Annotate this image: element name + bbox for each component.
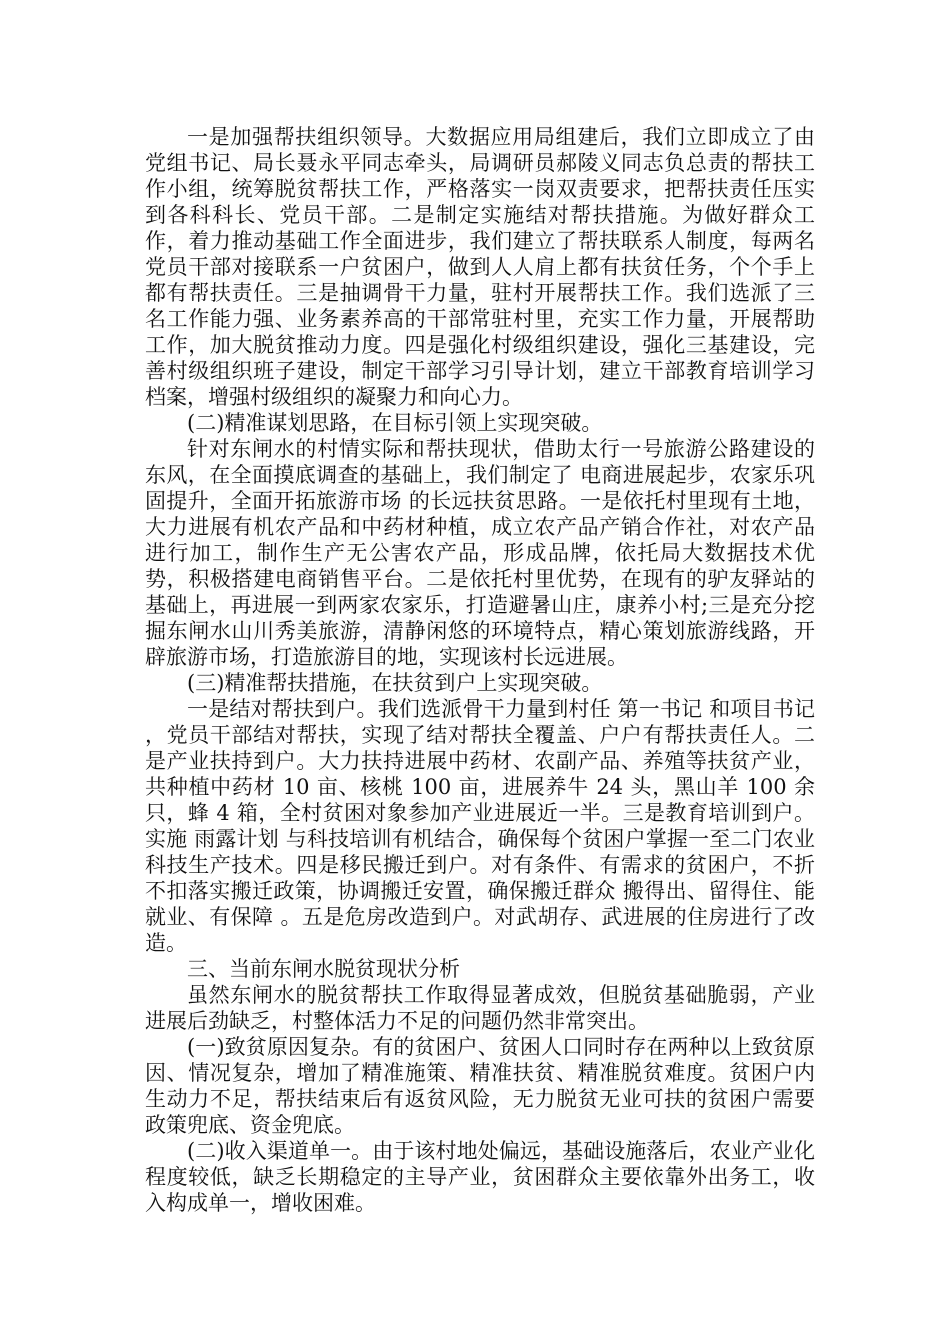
paragraph-1: 一是加强帮扶组织领导。大数据应用局组建后，我们立即成立了由党组书记、局长聂永平同志牵头，局调研员郝陵义同志负总责的帮扶工作小组，统筹脱贫帮扶工作，严格落实一岗双责要求，把帮扶责任压实到各科科长、党员干部。二是制定实施结对帮扶措施。为做好群众工作，着力推动基础工作全面进步，我们建立了帮扶联系人制度，每两名党员干部对接联系一户贫困户，做到人人肩上都有扶贫任务，个个手上都有帮扶责任。三是抽调骨干力量，驻村开展帮扶工作。我们选派了三名工作能力强、业务素养高的干部常驻村里，充实工作力量，开展帮助工作，加大脱贫推动力度。四是强化村级组织建设，强化三基建设，完善村级组织班子建设，制定干部学习引导计划，建立干部教育培训学习档案，增强村级组织的凝聚力和向心力。 <box>145 125 815 409</box>
paragraph-4: (三)精准帮扶措施，在扶贫到户上实现突破。 <box>187 671 603 695</box>
paragraph-2: (二)精准谋划思路，在目标引领上实现突破。 <box>187 411 603 435</box>
paragraph-8: (一)致贫原因复杂。有的贫困户、贫困人口同时存在两种以上致贫原因、情况复杂，增加了精准施策、精准扶贫、精准脱贫难度。贫困户内生动力不足，帮扶结束后有返贫风险，无力脱贫无业可扶的贫困户需要政策兜底、资金兜底。 <box>145 1035 815 1137</box>
body-text <box>145 124 815 1216</box>
paragraph-5: 一是结对帮扶到户。我们选派骨干力量到村任 第一书记 和项目书记 ，党员干部结对帮扶，实现了结对帮扶全覆盖、户户有帮扶责任人。二是产业扶持到户。大力扶持进展中药材、农副产品、养殖等扶贫产业，共种植中药材 10 亩、核桃 100 亩，进展养牛 24 头，黑山羊 100 余只，蜂 4 箱，全村贫困对象参加产业进展近一半。三是教育培训到户。实施 雨露计划 与科技培训有机结合，确保每个贫困户掌握一至二门农业科技生产技术。四是移民搬迁到户。对有条件、有需求的贫困户，不折不扣落实搬迁政策，协调搬迁安置，确保搬迁群众 搬得出、留得住、能就业、有保障 。五是危房改造到户。对武胡存、武进展的住房进行了改造。 <box>145 697 815 955</box>
paragraph-3: 针对东闸水的村情实际和帮扶现状，借助太行一号旅游公路建设的东风，在全面摸底调查的基础上，我们制定了 电商进展起步，农家乐巩固提升，全面开拓旅游市场 的长远扶贫思路。一是依托村里现有土地，大力进展有机农产品和中药材种植，成立农产品产销合作社，对农产品进行加工，制作生产无公害农产品，形成品牌，依托局大数据技术优势，积极搭建电商销售平台。二是依托村里优势，在现有的驴友驿站的基础上，再进展一到两家农家乐，打造避暑山庄，康养小村;三是充分挖掘东闸水山川秀美旅游，清静闲悠的环境特点，精心策划旅游线路，开辟旅游市场，打造旅游目的地，实现该村长远进展。 <box>145 437 815 669</box>
paragraph-9: (二)收入渠道单一。由于该村地处偏远，基础设施落后，农业产业化程度较低，缺乏长期稳定的主导产业，贫困群众主要依靠外出务工，收入构成单一，增收困难。 <box>145 1139 815 1215</box>
paragraph-7: 虽然东闸水的脱贫帮扶工作取得显著成效，但脱贫基础脆弱，产业进展后劲缺乏，村整体活力不足的问题仍然非常突出。 <box>145 983 815 1033</box>
paragraph-6: 三、当前东闸水脱贫现状分析 <box>187 957 460 981</box>
